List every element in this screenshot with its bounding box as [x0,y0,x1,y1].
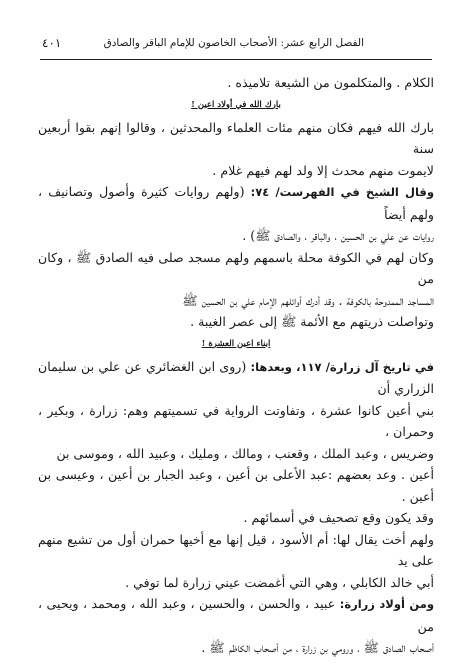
text-line: وتواصلت ذريتهم مع الأئمة ﷺ إلى عصر الغيبة . [190,314,434,329]
text-line: أصحاب الصادق ﷺ ، ورومي بن زرارة ، من أصحاب الكاظم ﷺ . [201,640,434,655]
text-line [38,356,434,400]
text-line: وقد يكون وقع تصحيف في أسمائهم . [243,510,434,525]
text-line: أبي خالد الكابلي ، وهي التي أغمضت عيني زرارة لما توفي . [125,574,434,590]
text-line: لايموت منهم محدث إلا ولد لهم فيهم غلام . [212,162,434,178]
text-line [38,593,434,637]
citation-lead: في تاريخ آل زرارة/ ١١٧، وبعدها: [250,359,434,374]
text-line: وضريس ، وعبد الملك ، وقعنب ، ومالك ، ومليك ، وعبيد الله ، وموسى بن [56,445,434,461]
section-heading [38,338,434,350]
section-heading-text: ابناء اعين العشرة ! [201,338,271,349]
page-body [38,72,434,659]
text-line: الكلام . والمتكلمون من الشيعة تلاميذه . [227,75,434,90]
header-rule [40,59,432,60]
running-header-title: الفصل الرابع عشر: الأصحاب الخاصون للإمام الباقر والصادق [103,37,364,49]
text-line: ولهم أخت يقال لها: أم الأسود ، قيل إنها مع أخيها حمران أول من تشيع منهم على يد [38,531,434,568]
page-header [40,36,432,52]
text-line: أعين . وعد بعضهم :عبد الأعلى بن أعين ، وعبد الجبار بن أعين ، وعيسى بن أعين . [38,467,434,504]
section-heading-text: بارك الله في أولاد اعين ! [191,99,281,110]
text-span: (روى ابن الغضائري عن علي بن سليمان الزراري أن [38,358,434,396]
citation-lead: ومن أولاد زرارة: [339,597,434,611]
text-line [38,181,434,225]
text-span: عبيد ، والحسن ، والحسين ، وعبد الله ، ومحمد ، ويحيى ، من [38,596,434,634]
citation-lead: وقال الشيخ في الفهرست/ ٧٤: [250,185,434,199]
text-line: المساجد الممدوحة بالكوفة . وقد أدرك أوائلهم الإمام علي بن الحسين ﷺ [182,292,434,308]
text-line: بارك الله فيهم فكان منهم مئات العلماء والمحدثين ، وقالوا إنهم بقوا أربعين سنة [38,119,434,156]
text-span: (ولهم روايات كثيرة وأصول وتصانيف ، ولهم أيضاً [38,184,434,222]
text-line: روايات عن علي بن الحسين ، والباقر ، والصادق ﷺ) . [242,228,434,243]
section-heading [38,99,434,111]
text-line: بني أعين كانوا عشرة ، وتفاوتت الرواية في تسميتهم وهم: زرارة ، وبكير ، وحمران ، [38,402,434,439]
text-line: وكان لهم في الكوفة محلة باسمهم ولهم مسجد صلى فيه الصادق ﷺ ، وكان من [38,249,434,286]
page-number: ٤٠١ [42,36,62,50]
